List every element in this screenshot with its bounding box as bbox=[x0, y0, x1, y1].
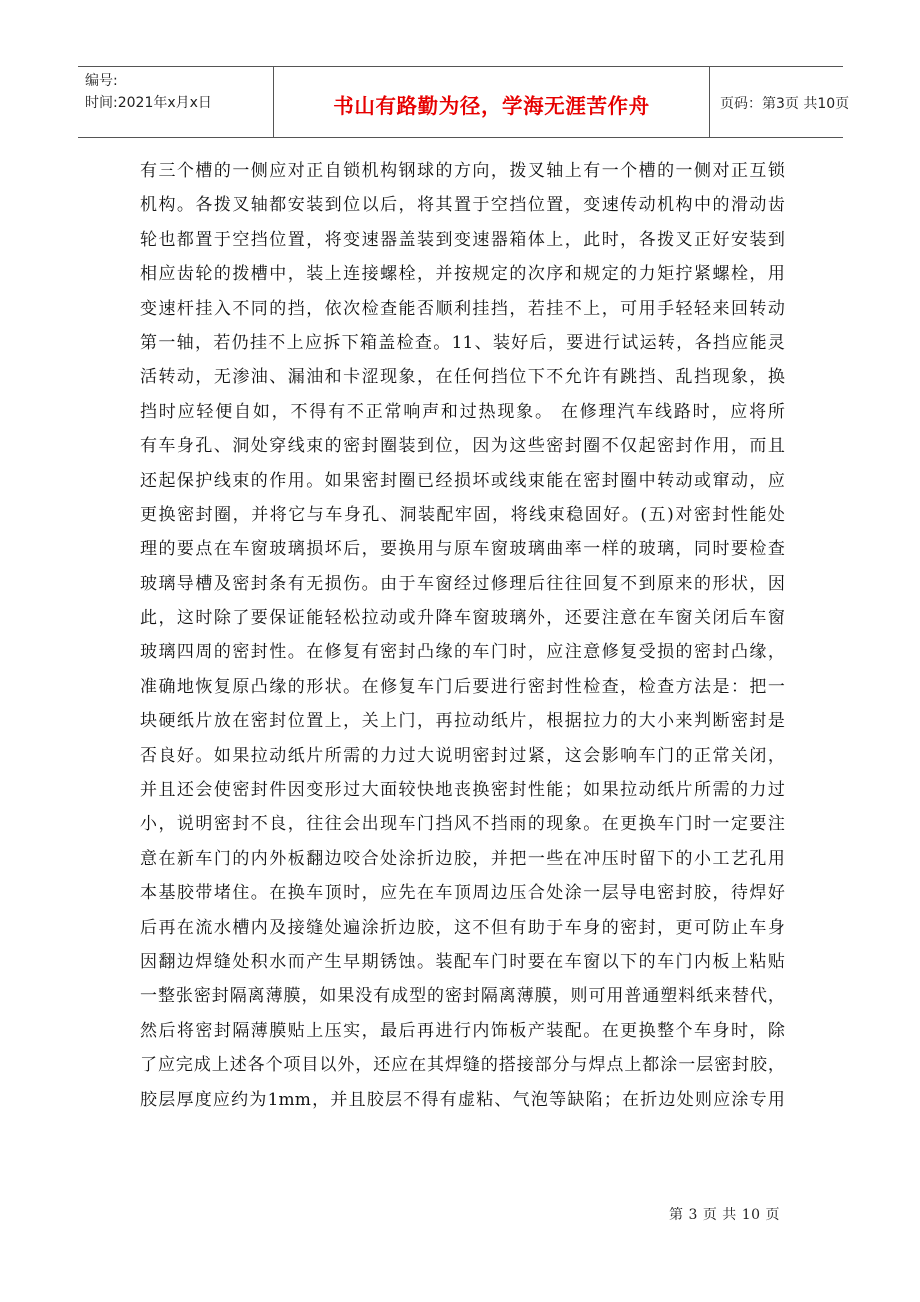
body-line: 挡时应轻便自如，不得有不正常响声和过热现象。 在修理汽车线路时，应将所 bbox=[140, 401, 785, 422]
body-line: 一整张密封隔离薄膜，如果没有成型的密封隔离薄膜，则可用普通塑料纸来替代， bbox=[140, 986, 785, 1007]
body-line: 此，这时除了要保证能轻松拉动或升降车窗玻璃外，还要注意在车窗关闭后车窗 bbox=[140, 608, 785, 629]
body-line: 理的要点在车窗玻璃损坏后，要换用与原车窗玻璃曲率一样的玻璃，同时要检查 bbox=[140, 539, 785, 560]
page-header bbox=[78, 66, 850, 138]
document-number-label: 编号: bbox=[85, 73, 118, 89]
header-motto: 书山有路勤为径，学海无涯苦作舟 bbox=[333, 94, 650, 118]
body-line: 机构。各拨叉轴都安装到位以后，将其置于空挡位置，变速传动机构中的滑动齿 bbox=[140, 195, 785, 216]
body-line: 块硬纸片放在密封位置上，关上门，再拉动纸片，根据拉力的大小来判断密封是 bbox=[140, 711, 785, 732]
document-body bbox=[140, 154, 785, 1117]
body-line: 玻璃导槽及密封条有无损伤。由于车窗经过修理后往往回复不到原来的形状，因 bbox=[140, 573, 785, 594]
page-footer: 第 3 页 共 10 页 bbox=[669, 1207, 780, 1223]
body-line: 然后将密封隔薄膜贴上压实，最后再进行内饰板产装配。在更换整个车身时，除 bbox=[140, 1020, 785, 1041]
body-line: 本基胶带堵住。在换车顶时，应先在车顶周边压合处涂一层导电密封胶，待焊好 bbox=[140, 883, 785, 904]
header-right-cell bbox=[710, 67, 850, 137]
body-line: 准确地恢复原凸缘的形状。在修复车门后要进行密封性检查，检查方法是：把一 bbox=[140, 676, 785, 697]
header-page-number: 页码：第3页 共10页 bbox=[720, 96, 850, 112]
body-line: 轮也都置于空挡位置，将变速器盖装到变速器箱体上，此时，各拨叉正好安装到 bbox=[140, 229, 785, 250]
document-date-label: 时间:2021年x月x日 bbox=[85, 95, 212, 111]
header-left-cell bbox=[78, 67, 273, 137]
body-line: 活转动，无渗油、漏油和卡涩现象，在任何挡位下不允许有跳挡、乱挡现象，换 bbox=[140, 367, 785, 388]
body-line: 并且还会使密封件因变形过大面较快地丧换密封性能；如果拉动纸片所需的力过 bbox=[140, 780, 785, 801]
body-line: 有车身孔、洞处穿线束的密封圈装到位，因为这些密封圈不仅起密封作用，而且 bbox=[140, 436, 785, 457]
body-line: 小，说明密封不良，往往会出现车门挡风不挡雨的现象。在更换车门时一定要注 bbox=[140, 814, 785, 835]
header-motto-cell bbox=[273, 67, 710, 137]
body-line: 相应齿轮的拨槽中，装上连接螺栓，并按规定的次序和规定的力矩拧紧螺栓，用 bbox=[140, 264, 785, 285]
body-line: 变速杆挂入不同的挡，依次检查能否顺利挂挡，若挂不上，可用手轻轻来回转动 bbox=[140, 298, 785, 319]
body-line: 意在新车门的内外板翻边咬合处涂折边胶，并把一些在冲压时留下的小工艺孔用 bbox=[140, 848, 785, 869]
body-line: 后再在流水槽内及接缝处遍涂折边胶，这不但有助于车身的密封，更可防止车身 bbox=[140, 917, 785, 938]
body-line: 还起保护线束的作用。如果密封圈已经损坏或线束能在密封圈中转动或窜动，应 bbox=[140, 470, 785, 491]
body-line: 第一轴，若仍挂不上应拆下箱盖检查。11、装好后，要进行试运转，各挡应能灵 bbox=[140, 332, 785, 353]
body-line: 了应完成上述各个项目以外，还应在其焊缝的搭接部分与焊点上都涂一层密封胶， bbox=[140, 1055, 785, 1076]
body-line: 因翻边焊缝处积水而产生早期锈蚀。装配车门时要在车窗以下的车门内板上粘贴 bbox=[140, 951, 785, 972]
body-line: 玻璃四周的密封性。在修复有密封凸缘的车门时，应注意修复受损的密封凸缘， bbox=[140, 642, 785, 663]
body-line: 更换密封圈，并将它与车身孔、洞装配牢固，将线束稳固好。(五)对密封性能处 bbox=[140, 504, 785, 525]
body-line: 有三个槽的一侧应对正自锁机构钢球的方向，拨叉轴上有一个槽的一侧对正互锁 bbox=[140, 161, 785, 181]
body-line: 否良好。如果拉动纸片所需的力过大说明密封过紧，这会影响车门的正常关闭， bbox=[140, 745, 785, 766]
body-line: 胶层厚度应约为1mm，并且胶层不得有虚粘、气泡等缺陷；在折边处则应涂专用 bbox=[140, 1089, 785, 1110]
